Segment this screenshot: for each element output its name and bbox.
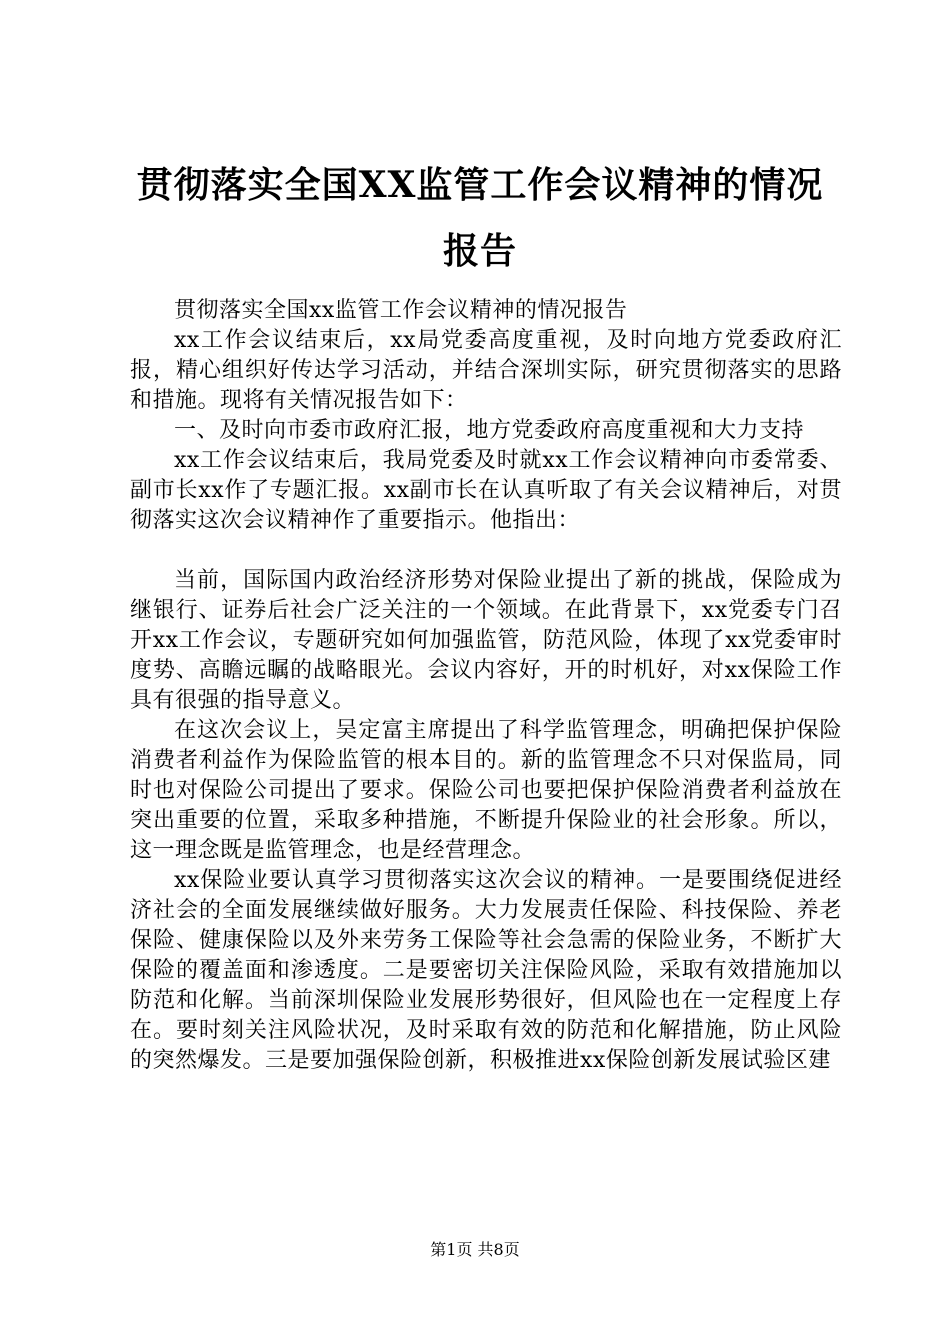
paragraph-context: 当前，国际国内政治经济形势对保险业提出了新的挑战，保险成为继银行、证券后社会广泛关注的一个领域。在此背景下，xx党委专门召开xx工作会议，专题研究如何加强监管，防范风险，体现了xx党委审时度势、高瞻远瞩的战略眼光。会议内容好，开的时机好，对xx保险工作具有很强的指导意义。 [130,568,842,713]
paragraph-repeat-title: 贯彻落实全国xx监管工作会议精神的情况报告 [174,298,628,323]
document-title: 贯彻落实全国XX监管工作会议精神的情况报告 [136,164,824,272]
paragraph-report: xx工作会议结束后，我局党委及时就xx工作会议精神向市委常委、副市长xx作了专题汇报。xx副市长在认真听取了有关会议精神后，对贯彻落实这次会议精神作了重要指示。他指出： [130,448,842,533]
section-heading-1: 一、及时向市委市政府汇报，地方党委政府高度重视和大力支持 [174,418,805,443]
paragraph-concept: 在这次会议上，吴定富主席提出了科学监管理念，明确把保护保险消费者利益作为保险监管的根本目的。新的监管理念不只对保监局，同时也对保险公司提出了要求。保险公司也要把保护保险消费者利益放在突出重要的位置，采取多种措施，不断提升保险业的社会形象。所以，这一理念既是监管理念，也是经营理念。 [130,718,842,863]
document-body [130,296,842,1076]
paragraph-intro: xx工作会议结束后，xx局党委高度重视，及时向地方党委政府汇报，精心组织好传达学习活动，并结合深圳实际，研究贯彻落实的思路和措施。现将有关情况报告如下： [130,328,842,413]
page-number: 第1页 共8页 [430,1240,520,1259]
paragraph-implementation: xx保险业要认真学习贯彻落实这次会议的精神。一是要围绕促进经济社会的全面发展继续做好服务。大力发展责任保险、科技保险、养老保险、健康保险以及外来劳务工保险等社会急需的保险业务，不断扩大保险的覆盖面和渗透度。二是要密切关注保险风险，采取有效措施加以防范和化解。当前深圳保险业发展形势很好，但风险也在一定程度上存在。要时刻关注风险状况，及时采取有效的防范和化解措施，防止风险的突然爆发。三是要加强保险创新，积极推进xx保险创新发展试验区建 [130,868,842,1073]
